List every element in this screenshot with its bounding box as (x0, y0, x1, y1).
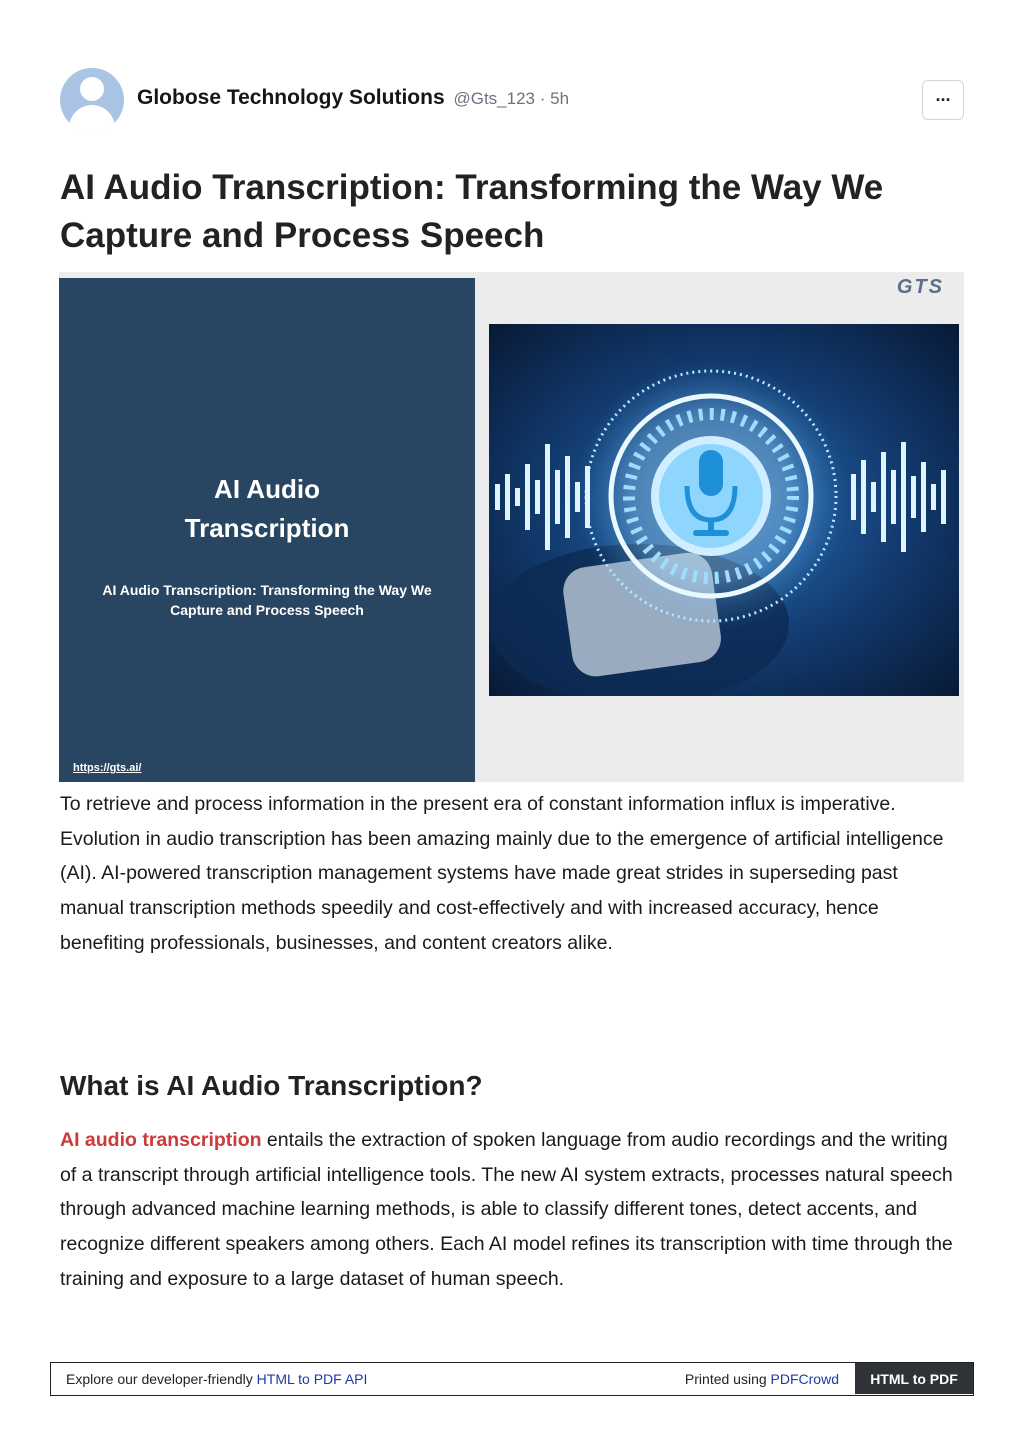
pdfcrowd-link[interactable]: PDFCrowd (770, 1371, 839, 1387)
more-options-button[interactable] (922, 80, 964, 120)
pdf-footer-bar (50, 1362, 974, 1396)
hero-heading-line2: Transcription (184, 513, 350, 543)
hero-subheading: AI Audio Transcription: Transforming the Way We Capture and Process Speech (102, 582, 432, 618)
footer-right (685, 1371, 839, 1387)
ai-audio-transcription-link[interactable]: AI audio transcription (60, 1129, 262, 1151)
hero-heading-line1: AI Audio (214, 474, 320, 504)
more-options-icon: ··· (935, 89, 951, 110)
post-author-line (137, 86, 569, 110)
hero-image (59, 272, 964, 782)
microphone-sound-wave-icon (489, 324, 959, 696)
hero-text-panel (59, 278, 475, 782)
footer-left (66, 1371, 367, 1387)
author-handle[interactable]: @Gts_123 (453, 89, 535, 108)
gts-logo: GTS (896, 276, 944, 298)
article-title: AI Audio Transcription: Transforming the Way We Capture and Process Speech (60, 168, 884, 255)
section-paragraph (60, 1123, 966, 1297)
author-name[interactable]: Globose Technology Solutions (137, 86, 445, 109)
post-time: 5h (550, 89, 570, 108)
footer-right-text: Printed using (684, 1371, 771, 1387)
intro-paragraph: To retrieve and process information in the present era of constant information influx is imperative. Evolution in audio transcription has been amazing mainly due to the emergence of artificial intelligence (AI). AI-powered transcription management systems have made great strides in superseding past manual transcription methods speedily and cost-effectively and with increased accuracy, hence benefiting professionals, businesses, and content creators alike. (60, 793, 944, 954)
footer-left-text: Explore our developer-friendly (66, 1371, 257, 1387)
post-header (60, 68, 964, 132)
hero-url: https://gts.ai/ (73, 762, 142, 774)
html-to-pdf-api-link[interactable]: HTML to PDF API (256, 1371, 368, 1387)
user-avatar-icon[interactable] (60, 68, 124, 132)
hero-heading (59, 470, 475, 548)
section-heading: What is AI Audio Transcription? (60, 1070, 483, 1101)
html-to-pdf-button[interactable]: HTML to PDF (855, 1363, 973, 1394)
section-paragraph-text: entails the extraction of spoken language from audio recordings and the writing of a transcript through artificial intelligence tools. The new AI system extracts, processes natural speech through advanced machine learning methods, is able to classify different tones, detect accents, and recognize different speakers among others. Each AI model refines its transcription with time through the training and exposure to a large dataset of human speech. (60, 1129, 953, 1290)
meta-separator: · (535, 89, 551, 108)
